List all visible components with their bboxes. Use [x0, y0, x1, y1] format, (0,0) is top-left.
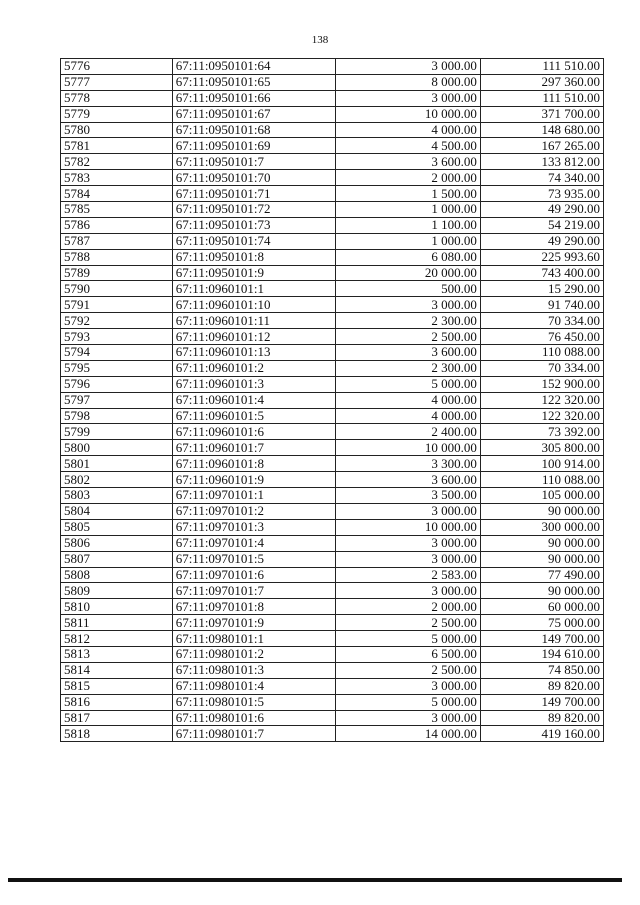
- value-cell: 743 400.00: [480, 265, 603, 281]
- value-cell: 89 820.00: [480, 678, 603, 694]
- row-number-cell: 5816: [61, 694, 173, 710]
- table-row: [61, 170, 604, 186]
- value-cell: 148 680.00: [480, 122, 603, 138]
- row-number-cell: 5792: [61, 313, 173, 329]
- row-number-cell: 5817: [61, 710, 173, 726]
- area-cell: 3 000.00: [336, 710, 481, 726]
- row-number-cell: 5776: [61, 59, 173, 75]
- table-row: [61, 154, 604, 170]
- row-number-cell: 5813: [61, 646, 173, 662]
- value-cell: 73 935.00: [480, 186, 603, 202]
- area-cell: 3 600.00: [336, 472, 481, 488]
- cadastral-number-cell: 67:11:0950101:8: [172, 249, 335, 265]
- area-cell: 6 500.00: [336, 646, 481, 662]
- table-row: [61, 281, 604, 297]
- row-number-cell: 5795: [61, 360, 173, 376]
- row-number-cell: 5780: [61, 122, 173, 138]
- area-cell: 5 000.00: [336, 694, 481, 710]
- area-cell: 3 000.00: [336, 297, 481, 313]
- cadastral-value-table: [60, 58, 604, 742]
- value-cell: 74 850.00: [480, 662, 603, 678]
- value-cell: 110 088.00: [480, 345, 603, 361]
- table-row: [61, 265, 604, 281]
- cadastral-number-cell: 67:11:0980101:3: [172, 662, 335, 678]
- row-number-cell: 5788: [61, 249, 173, 265]
- cadastral-number-cell: 67:11:0950101:71: [172, 186, 335, 202]
- area-cell: 3 000.00: [336, 59, 481, 75]
- value-cell: 90 000.00: [480, 535, 603, 551]
- value-cell: 419 160.00: [480, 726, 603, 742]
- value-cell: 54 219.00: [480, 217, 603, 233]
- area-cell: 3 000.00: [336, 90, 481, 106]
- table-row: [61, 488, 604, 504]
- table-row: [61, 59, 604, 75]
- table-row: [61, 122, 604, 138]
- row-number-cell: 5798: [61, 408, 173, 424]
- area-cell: 1 100.00: [336, 217, 481, 233]
- row-number-cell: 5810: [61, 599, 173, 615]
- table-row: [61, 186, 604, 202]
- cadastral-number-cell: 67:11:0970101:9: [172, 615, 335, 631]
- row-number-cell: 5804: [61, 503, 173, 519]
- value-cell: 167 265.00: [480, 138, 603, 154]
- value-cell: 73 392.00: [480, 424, 603, 440]
- table-row: [61, 360, 604, 376]
- row-number-cell: 5805: [61, 519, 173, 535]
- area-cell: 4 000.00: [336, 392, 481, 408]
- area-cell: 5 000.00: [336, 376, 481, 392]
- cadastral-number-cell: 67:11:0960101:9: [172, 472, 335, 488]
- row-number-cell: 5809: [61, 583, 173, 599]
- area-cell: 3 000.00: [336, 535, 481, 551]
- table-row: [61, 313, 604, 329]
- value-cell: 70 334.00: [480, 313, 603, 329]
- row-number-cell: 5778: [61, 90, 173, 106]
- row-number-cell: 5786: [61, 217, 173, 233]
- area-cell: 4 500.00: [336, 138, 481, 154]
- table-row: [61, 567, 604, 583]
- area-cell: 14 000.00: [336, 726, 481, 742]
- area-cell: 20 000.00: [336, 265, 481, 281]
- table-row: [61, 503, 604, 519]
- area-cell: 10 000.00: [336, 106, 481, 122]
- table-row: [61, 329, 604, 345]
- table-row: [61, 297, 604, 313]
- table-row: [61, 456, 604, 472]
- area-cell: 3 600.00: [336, 345, 481, 361]
- value-cell: 49 290.00: [480, 202, 603, 218]
- area-cell: 2 000.00: [336, 170, 481, 186]
- value-cell: 152 900.00: [480, 376, 603, 392]
- cadastral-number-cell: 67:11:0980101:6: [172, 710, 335, 726]
- value-cell: 149 700.00: [480, 694, 603, 710]
- area-cell: 10 000.00: [336, 440, 481, 456]
- area-cell: 2 400.00: [336, 424, 481, 440]
- cadastral-number-cell: 67:11:0970101:3: [172, 519, 335, 535]
- cadastral-number-cell: 67:11:0960101:3: [172, 376, 335, 392]
- value-cell: 110 088.00: [480, 472, 603, 488]
- value-cell: 91 740.00: [480, 297, 603, 313]
- table-row: [61, 440, 604, 456]
- area-cell: 1 000.00: [336, 202, 481, 218]
- value-cell: 60 000.00: [480, 599, 603, 615]
- row-number-cell: 5789: [61, 265, 173, 281]
- row-number-cell: 5796: [61, 376, 173, 392]
- cadastral-number-cell: 67:11:0980101:5: [172, 694, 335, 710]
- cadastral-number-cell: 67:11:0950101:70: [172, 170, 335, 186]
- row-number-cell: 5808: [61, 567, 173, 583]
- table-body: [61, 59, 604, 742]
- row-number-cell: 5818: [61, 726, 173, 742]
- row-number-cell: 5800: [61, 440, 173, 456]
- table-row: [61, 599, 604, 615]
- row-number-cell: 5790: [61, 281, 173, 297]
- value-cell: 297 360.00: [480, 74, 603, 90]
- area-cell: 3 000.00: [336, 503, 481, 519]
- area-cell: 3 000.00: [336, 551, 481, 567]
- value-cell: 105 000.00: [480, 488, 603, 504]
- cadastral-number-cell: 67:11:0970101:2: [172, 503, 335, 519]
- row-number-cell: 5777: [61, 74, 173, 90]
- value-cell: 111 510.00: [480, 90, 603, 106]
- row-number-cell: 5779: [61, 106, 173, 122]
- table-row: [61, 74, 604, 90]
- cadastral-number-cell: 67:11:0950101:65: [172, 74, 335, 90]
- cadastral-number-cell: 67:11:0950101:73: [172, 217, 335, 233]
- cadastral-number-cell: 67:11:0950101:9: [172, 265, 335, 281]
- area-cell: 2 583.00: [336, 567, 481, 583]
- area-cell: 2 500.00: [336, 329, 481, 345]
- value-cell: 75 000.00: [480, 615, 603, 631]
- row-number-cell: 5807: [61, 551, 173, 567]
- cadastral-number-cell: 67:11:0950101:74: [172, 233, 335, 249]
- area-cell: 3 600.00: [336, 154, 481, 170]
- area-cell: 1 500.00: [336, 186, 481, 202]
- area-cell: 3 500.00: [336, 488, 481, 504]
- row-number-cell: 5781: [61, 138, 173, 154]
- table-row: [61, 662, 604, 678]
- table-row: [61, 233, 604, 249]
- value-cell: 100 914.00: [480, 456, 603, 472]
- table-row: [61, 583, 604, 599]
- table-row: [61, 138, 604, 154]
- value-cell: 74 340.00: [480, 170, 603, 186]
- area-cell: 3 000.00: [336, 583, 481, 599]
- cadastral-number-cell: 67:11:0980101:1: [172, 631, 335, 647]
- row-number-cell: 5802: [61, 472, 173, 488]
- area-cell: 500.00: [336, 281, 481, 297]
- row-number-cell: 5803: [61, 488, 173, 504]
- cadastral-number-cell: 67:11:0950101:69: [172, 138, 335, 154]
- table-row: [61, 424, 604, 440]
- cadastral-number-cell: 67:11:0950101:72: [172, 202, 335, 218]
- row-number-cell: 5782: [61, 154, 173, 170]
- table-row: [61, 519, 604, 535]
- table-row: [61, 392, 604, 408]
- value-cell: 194 610.00: [480, 646, 603, 662]
- value-cell: 225 993.60: [480, 249, 603, 265]
- value-cell: 15 290.00: [480, 281, 603, 297]
- cadastral-number-cell: 67:11:0960101:2: [172, 360, 335, 376]
- cadastral-number-cell: 67:11:0950101:7: [172, 154, 335, 170]
- table-row: [61, 678, 604, 694]
- table-row: [61, 694, 604, 710]
- cadastral-number-cell: 67:11:0960101:13: [172, 345, 335, 361]
- area-cell: 4 000.00: [336, 408, 481, 424]
- cadastral-number-cell: 67:11:0960101:12: [172, 329, 335, 345]
- area-cell: 2 500.00: [336, 615, 481, 631]
- table-row: [61, 646, 604, 662]
- cadastral-number-cell: 67:11:0970101:6: [172, 567, 335, 583]
- table-row: [61, 631, 604, 647]
- cadastral-number-cell: 67:11:0960101:7: [172, 440, 335, 456]
- value-cell: 300 000.00: [480, 519, 603, 535]
- area-cell: 6 080.00: [336, 249, 481, 265]
- table-row: [61, 345, 604, 361]
- row-number-cell: 5785: [61, 202, 173, 218]
- value-cell: 49 290.00: [480, 233, 603, 249]
- row-number-cell: 5797: [61, 392, 173, 408]
- cadastral-number-cell: 67:11:0960101:11: [172, 313, 335, 329]
- area-cell: 8 000.00: [336, 74, 481, 90]
- table-row: [61, 106, 604, 122]
- cadastral-number-cell: 67:11:0980101:7: [172, 726, 335, 742]
- area-cell: 3 300.00: [336, 456, 481, 472]
- table-row: [61, 615, 604, 631]
- table-row: [61, 202, 604, 218]
- table-row: [61, 710, 604, 726]
- cadastral-number-cell: 67:11:0960101:6: [172, 424, 335, 440]
- row-number-cell: 5799: [61, 424, 173, 440]
- cadastral-number-cell: 67:11:0980101:2: [172, 646, 335, 662]
- cadastral-number-cell: 67:11:0950101:64: [172, 59, 335, 75]
- cadastral-number-cell: 67:11:0960101:8: [172, 456, 335, 472]
- value-cell: 90 000.00: [480, 551, 603, 567]
- cadastral-number-cell: 67:11:0960101:10: [172, 297, 335, 313]
- area-cell: 2 000.00: [336, 599, 481, 615]
- row-number-cell: 5787: [61, 233, 173, 249]
- table-row: [61, 249, 604, 265]
- area-cell: 5 000.00: [336, 631, 481, 647]
- table-row: [61, 472, 604, 488]
- cadastral-number-cell: 67:11:0970101:8: [172, 599, 335, 615]
- value-cell: 149 700.00: [480, 631, 603, 647]
- row-number-cell: 5811: [61, 615, 173, 631]
- table-row: [61, 408, 604, 424]
- row-number-cell: 5784: [61, 186, 173, 202]
- cadastral-number-cell: 67:11:0970101:1: [172, 488, 335, 504]
- table-row: [61, 217, 604, 233]
- value-cell: 76 450.00: [480, 329, 603, 345]
- cadastral-number-cell: 67:11:0960101:5: [172, 408, 335, 424]
- value-cell: 133 812.00: [480, 154, 603, 170]
- row-number-cell: 5794: [61, 345, 173, 361]
- page-number: 138: [311, 34, 329, 46]
- row-number-cell: 5783: [61, 170, 173, 186]
- area-cell: 1 000.00: [336, 233, 481, 249]
- value-cell: 90 000.00: [480, 503, 603, 519]
- table-row: [61, 551, 604, 567]
- cadastral-number-cell: 67:11:0980101:4: [172, 678, 335, 694]
- row-number-cell: 5815: [61, 678, 173, 694]
- value-cell: 89 820.00: [480, 710, 603, 726]
- table-row: [61, 376, 604, 392]
- row-number-cell: 5801: [61, 456, 173, 472]
- value-cell: 77 490.00: [480, 567, 603, 583]
- cadastral-number-cell: 67:11:0950101:66: [172, 90, 335, 106]
- row-number-cell: 5806: [61, 535, 173, 551]
- value-cell: 371 700.00: [480, 106, 603, 122]
- value-cell: 90 000.00: [480, 583, 603, 599]
- table-row: [61, 90, 604, 106]
- row-number-cell: 5793: [61, 329, 173, 345]
- cadastral-number-cell: 67:11:0970101:4: [172, 535, 335, 551]
- row-number-cell: 5814: [61, 662, 173, 678]
- area-cell: 3 000.00: [336, 678, 481, 694]
- value-cell: 70 334.00: [480, 360, 603, 376]
- value-cell: 111 510.00: [480, 59, 603, 75]
- table-row: [61, 535, 604, 551]
- cadastral-number-cell: 67:11:0960101:1: [172, 281, 335, 297]
- row-number-cell: 5791: [61, 297, 173, 313]
- cadastral-number-cell: 67:11:0960101:4: [172, 392, 335, 408]
- value-cell: 305 800.00: [480, 440, 603, 456]
- area-cell: 10 000.00: [336, 519, 481, 535]
- row-number-cell: 5812: [61, 631, 173, 647]
- cadastral-number-cell: 67:11:0970101:7: [172, 583, 335, 599]
- table-row: [61, 726, 604, 742]
- area-cell: 4 000.00: [336, 122, 481, 138]
- cadastral-number-cell: 67:11:0950101:68: [172, 122, 335, 138]
- area-cell: 2 300.00: [336, 360, 481, 376]
- area-cell: 2 500.00: [336, 662, 481, 678]
- footer-rule: [8, 878, 622, 882]
- cadastral-number-cell: 67:11:0970101:5: [172, 551, 335, 567]
- cadastral-number-cell: 67:11:0950101:67: [172, 106, 335, 122]
- value-cell: 122 320.00: [480, 392, 603, 408]
- area-cell: 2 300.00: [336, 313, 481, 329]
- value-cell: 122 320.00: [480, 408, 603, 424]
